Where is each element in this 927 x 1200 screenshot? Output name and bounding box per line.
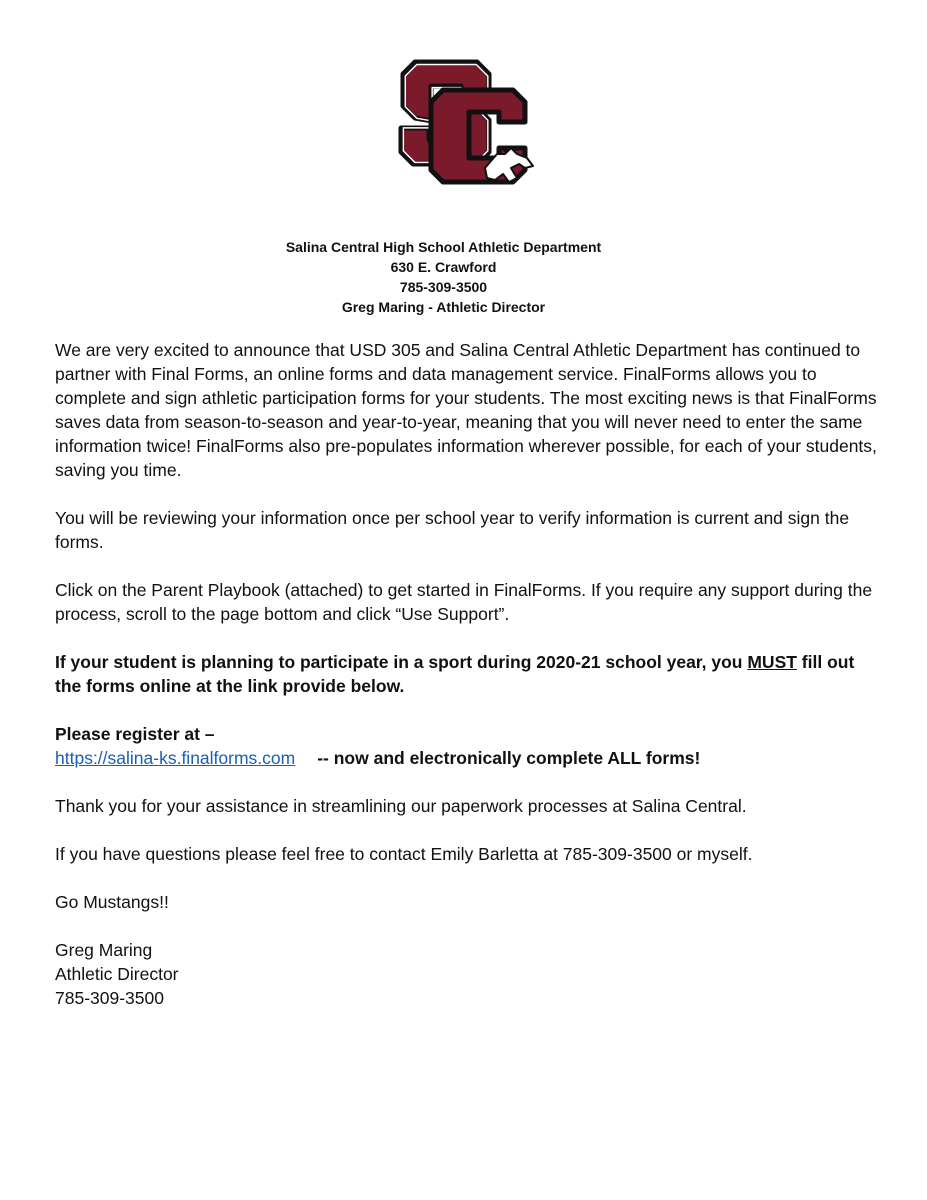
contact-paragraph: If you have questions please feel free to contact Emily Barletta at 785-309-3500 or myself.: [55, 844, 753, 864]
letterhead: [0, 237, 887, 317]
must-emphasis: MUST: [747, 652, 797, 672]
requirement-paragraph: [55, 650, 885, 698]
register-label: Please register at –: [55, 724, 215, 744]
department-name: Salina Central High School Athletic Department: [285, 239, 602, 255]
signature-phone: 785-309-3500: [55, 988, 164, 1008]
register-paragraph: [55, 722, 885, 770]
requirement-text-end: fill out the forms online at the link provide below.: [55, 652, 855, 696]
phone: 785-309-3500: [399, 279, 488, 295]
requirement-text-start: If your student is planning to participate in a sport during 2020-21 school year, you: [55, 652, 748, 672]
register-instruction: -- now and electronically complete ALL forms!: [317, 748, 701, 768]
intro-paragraph: We are very excited to announce that USD 305 and Salina Central Athletic Department has continued to partner with Final Forms, an online forms and data management service. FinalForms allows you to complete and sign athletic participation forms for your students. The most exciting news is that FinalForms saves data from season-to-season and year-to-year, meaning that you will never need to enter the same information twice! FinalForms also pre-populates information wherever possible, for each of your students, saving you time.: [55, 340, 877, 480]
closing-line: Go Mustangs!!: [55, 892, 169, 912]
sc-mustang-logo-icon: [385, 50, 540, 195]
review-paragraph: You will be reviewing your information once per school year to verify information is current and sign the forms.: [55, 508, 850, 552]
school-logo: [385, 50, 540, 195]
director-line: Greg Maring - Athletic Director: [341, 299, 546, 315]
playbook-paragraph: Click on the Parent Playbook (attached) to get started in FinalForms. If you require any support during the process, scroll to the page bottom and click “Use Support”.: [55, 580, 873, 624]
letter-body: [55, 338, 885, 1034]
finalforms-link[interactable]: https://salina-ks.finalforms.com: [55, 748, 296, 768]
address: 630 E. Crawford: [390, 259, 497, 275]
signature-name: Greg Maring: [55, 940, 153, 960]
signature-block: [55, 938, 885, 1010]
signature-title: Athletic Director: [55, 964, 179, 984]
thanks-paragraph: Thank you for your assistance in streamlining our paperwork processes at Salina Central.: [55, 796, 747, 816]
